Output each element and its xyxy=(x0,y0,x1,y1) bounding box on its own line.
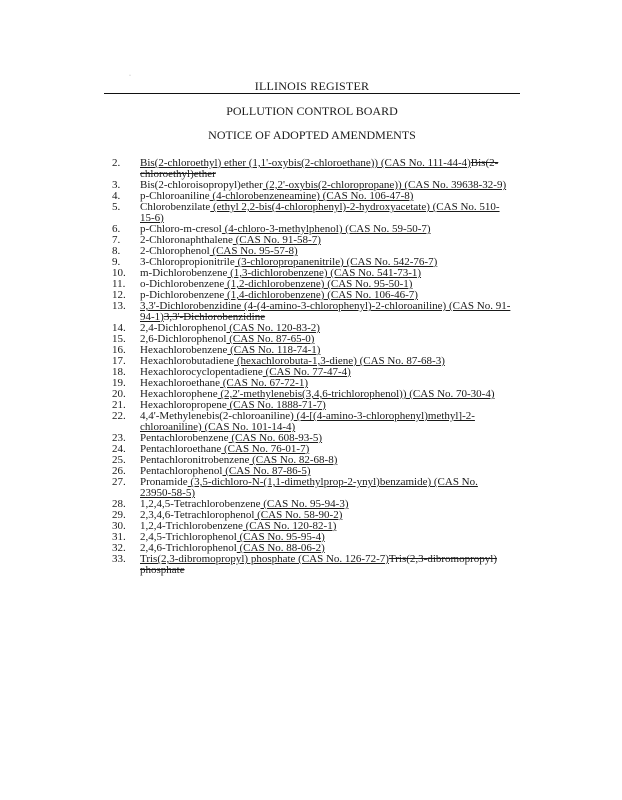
added-text: (CAS No. 95-95-4) xyxy=(236,531,325,543)
item-number: 28. xyxy=(112,498,126,510)
original-text: p-Chloroaniline xyxy=(140,190,210,202)
deleted-text: Bis(2- xyxy=(470,157,499,169)
original-text: 3-Chloropropionitrile xyxy=(140,256,235,268)
item-text xyxy=(140,202,542,213)
added-text: (4-chloro-3-methylphenol) (CAS No. 59-50-7) xyxy=(221,223,431,235)
item-text xyxy=(140,554,542,565)
original-text: Pronamide xyxy=(140,476,188,488)
added-text: (CAS No. 87-65-0) xyxy=(226,333,315,345)
item-number: 15. xyxy=(112,333,126,345)
item-number: 11. xyxy=(112,278,126,290)
original-text: Pentachloronitrobenzene xyxy=(140,454,250,466)
deleted-text: chloroethyl)ether xyxy=(140,168,216,180)
added-text: (1,2-dichlorobenzene) (CAS No. 95-50-1) xyxy=(224,278,413,290)
added-text: 94-1) xyxy=(140,311,164,323)
added-text: (CAS No. 87-86-5) xyxy=(222,465,311,477)
item-number: 24. xyxy=(112,443,126,455)
item-number: 5. xyxy=(112,201,121,213)
agency-title: POLLUTION CONTROL BOARD xyxy=(226,104,398,118)
added-text: (CAS No. 82-68-8) xyxy=(249,454,338,466)
added-text: (ethyl 2,2-bis(4-chlorophenyl)-2-hydroxyacetate) (CAS No. 510- xyxy=(210,201,500,213)
item-text xyxy=(140,477,542,488)
added-text: (CAS No. 77-47-4) xyxy=(262,366,351,378)
original-text: 2,6-Dichlorophenol xyxy=(140,333,227,345)
added-text: (3,5-dichloro-N-(1,1-dimethylprop-2-ynyl)benzamide) (CAS No. xyxy=(187,476,478,488)
original-text: o-Dichlorobenzene xyxy=(140,278,225,290)
item-number: 7. xyxy=(112,234,121,246)
header-rule xyxy=(104,93,520,94)
original-text: 2,4,6-Trichlorophenol xyxy=(140,542,237,554)
item-number: 4. xyxy=(112,190,121,202)
item-number: 16. xyxy=(112,344,126,356)
item-number: 2. xyxy=(112,157,121,169)
item-text xyxy=(140,565,542,576)
original-text: 2,4,5-Trichlorophenol xyxy=(140,531,237,543)
item-number: 31. xyxy=(112,531,126,543)
item-number: 20. xyxy=(112,388,126,400)
original-text: Bis(2-chloroisopropyl)ether xyxy=(140,179,263,191)
added-text: 23950-58-5) xyxy=(140,487,195,499)
added-text: (2,2'-methylenebis(3,4,6-trichlorophenol)) (CAS No. 70-30-4) xyxy=(217,388,495,400)
list-item xyxy=(112,202,542,213)
deleted-text: phosphate xyxy=(140,564,185,576)
original-text: Chlorobenzilate xyxy=(140,201,211,213)
item-number: 21. xyxy=(112,399,126,411)
added-text: (hexachlorobuta-1,3-diene) (CAS No. 87-68-3) xyxy=(234,355,445,367)
item-number: 12. xyxy=(112,289,126,301)
added-text: (1,4-dichlorobenzene) (CAS No. 106-46-7) xyxy=(224,289,418,301)
constituent-list xyxy=(112,158,542,576)
original-text: Hexachlorophene xyxy=(140,388,218,400)
added-text: 3,3'-Dichlorobenzidine (4-(4-amino-3-chlorophenyl)-2-chloroaniline) (CAS No. 91- xyxy=(140,300,511,312)
item-number: 14. xyxy=(112,322,126,334)
original-text: Hexachlorobutadiene xyxy=(140,355,235,367)
added-text: (CAS No. 88-06-2) xyxy=(236,542,325,554)
added-text: Bis(2-chloroethyl) ether (1,1'-oxybis(2-chloroethane)) (CAS No. 111-44-4) xyxy=(140,157,471,169)
item-number: 9. xyxy=(112,256,121,268)
original-text: Pentachlorobenzene xyxy=(140,432,229,444)
original-text: 1,2,4-Trichlorobenzene xyxy=(140,520,243,532)
list-item xyxy=(112,565,542,576)
added-text: (4-[(4-amino-3-chlorophenyl)methyl]-2- xyxy=(293,410,475,422)
added-text: (CAS No. 1888-71-7) xyxy=(226,399,326,411)
item-number: 3. xyxy=(112,179,121,191)
original-text: p-Dichlorobenzene xyxy=(140,289,225,301)
deleted-text: Tris(2,3-dibromopropyl) xyxy=(388,553,497,565)
original-text: 1,2,4,5-Tetrachlorobenzene xyxy=(140,498,261,510)
added-text: (CAS No. 91-58-7) xyxy=(232,234,321,246)
item-number: 25. xyxy=(112,454,126,466)
item-number: 32. xyxy=(112,542,126,554)
original-text: 2-Chlorophenol xyxy=(140,245,210,257)
item-number: 17. xyxy=(112,355,126,367)
added-text: (CAS No. 120-82-1) xyxy=(242,520,337,532)
page-mark: · xyxy=(129,73,131,79)
added-text: (2,2'-oxybis(2-chloropropane)) (CAS No. 39638-32-9) xyxy=(262,179,507,191)
added-text: (CAS No. 58-90-2) xyxy=(254,509,343,521)
added-text: (CAS No. 76-01-7) xyxy=(221,443,310,455)
item-number: 27. xyxy=(112,476,126,488)
original-text: 2-Chloronaphthalene xyxy=(140,234,233,246)
running-head: ILLINOIS REGISTER xyxy=(254,79,370,93)
added-text: Tris(2,3-dibromopropyl) phosphate (CAS No. 126-72-7) xyxy=(140,553,389,565)
original-text: Hexachlorocyclopentadiene xyxy=(140,366,263,378)
original-text: 2,3,4,6-Tetrachlorophenol xyxy=(140,509,255,521)
added-text: 15-6) xyxy=(140,212,164,224)
item-number: 8. xyxy=(112,245,121,257)
item-number: 26. xyxy=(112,465,126,477)
item-number: 19. xyxy=(112,377,126,389)
added-text: chloroaniline) (CAS No. 101-14-4) xyxy=(140,421,296,433)
item-number xyxy=(112,565,140,576)
item-number: 29. xyxy=(112,509,126,521)
item-number: 10. xyxy=(112,267,126,279)
item-number: 13. xyxy=(112,300,126,312)
item-number: 33. xyxy=(112,553,126,565)
original-text: Pentachlorophenol xyxy=(140,465,223,477)
original-text: 2,4-Dichlorophenol xyxy=(140,322,227,334)
item-number: 18. xyxy=(112,366,126,378)
original-text: 4,4'-Methylenebis(2-chloroaniline) xyxy=(140,410,294,422)
original-text: Pentachloroethane xyxy=(140,443,222,455)
added-text: (4-chlorobenzeneamine) (CAS No. 106-47-8) xyxy=(209,190,414,202)
added-text: (CAS No. 95-94-3) xyxy=(260,498,349,510)
original-text: p-Chloro-m-cresol xyxy=(140,223,222,235)
notice-title: NOTICE OF ADOPTED AMENDMENTS xyxy=(208,128,416,142)
added-text: (CAS No. 95-57-8) xyxy=(209,245,298,257)
item-number: 23. xyxy=(112,432,126,444)
original-text: Hexachlorobenzene xyxy=(140,344,228,356)
deleted-text: 3,3'-Dichlorobenzidine xyxy=(163,311,266,323)
item-number: 6. xyxy=(112,223,121,235)
added-text: (CAS No. 118-74-1) xyxy=(227,344,321,356)
added-text: (CAS No. 120-83-2) xyxy=(226,322,320,334)
item-number: 22. xyxy=(112,410,126,422)
original-text: Hexachloroethane xyxy=(140,377,221,389)
item-number: 30. xyxy=(112,520,126,532)
added-text: (CAS No. 608-93-5) xyxy=(228,432,323,444)
added-text: (CAS No. 67-72-1) xyxy=(220,377,309,389)
added-text: (1,3-dichlorobenzene) (CAS No. 541-73-1) xyxy=(227,267,422,279)
original-text: m-Dichlorobenzene xyxy=(140,267,228,279)
original-text: Hexachloropropene xyxy=(140,399,227,411)
added-text: (3-chloropropanenitrile) (CAS No. 542-76-7) xyxy=(234,256,438,268)
